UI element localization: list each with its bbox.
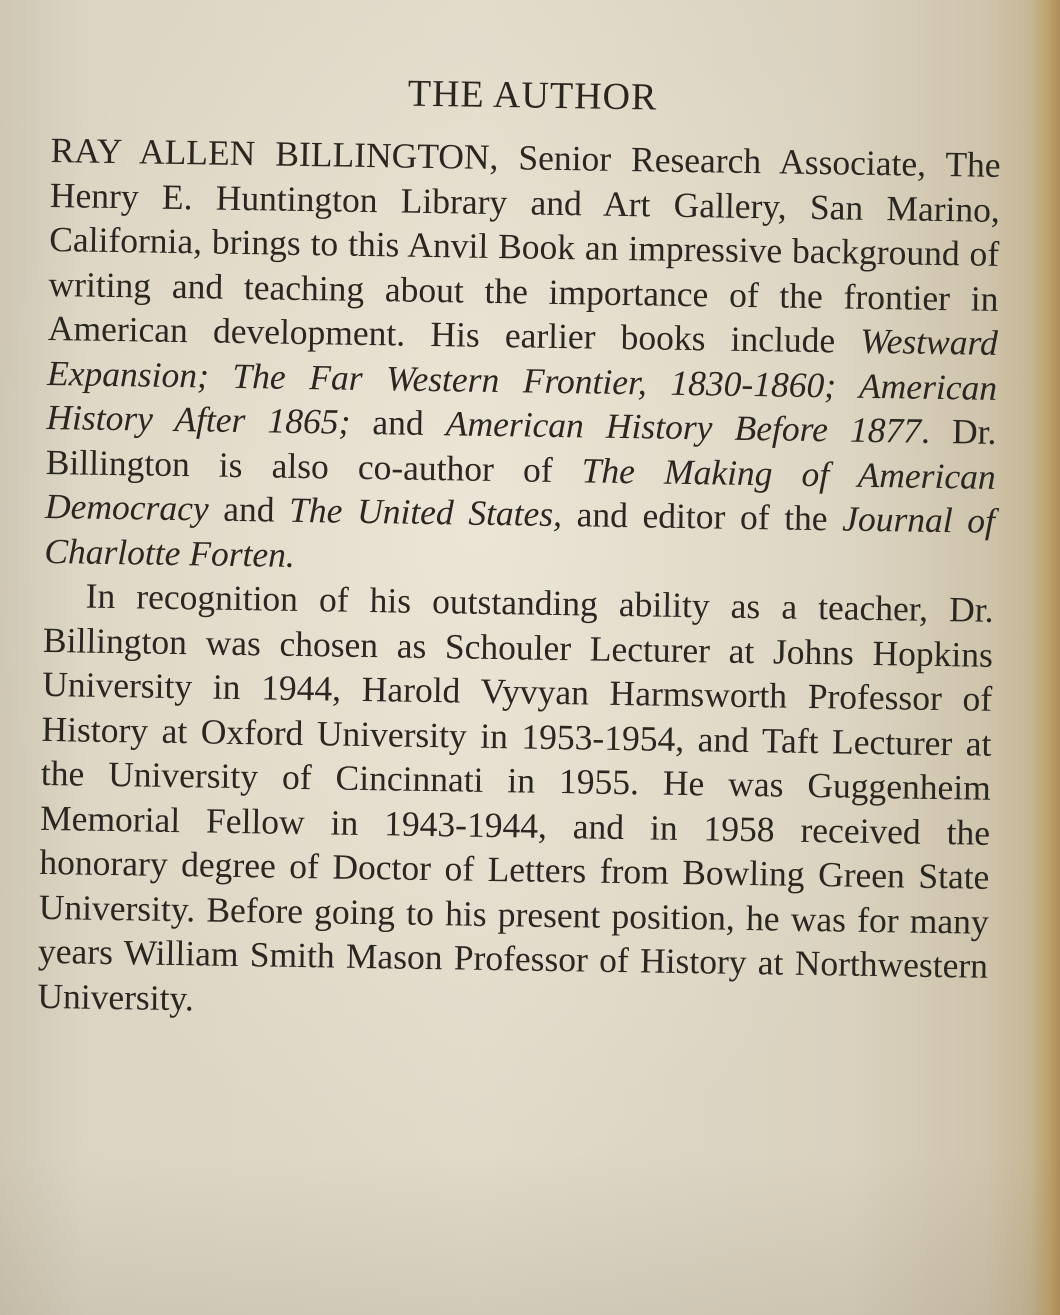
book-title: Journal of Charlotte Forten. [44,498,996,575]
section-heading: THE AUTHOR [407,72,658,119]
bio-text: and [208,488,290,530]
book-title: American History Before 1877 [445,403,922,451]
book-title: Westward Expansion; The Far Western Frontier, 1830-1860; American History After 1865; [46,320,999,442]
bio-text: and editor of the [561,494,843,539]
bio-paragraph-2 [37,573,994,1033]
book-title: The Making of American Democracy [44,449,996,529]
book-title: The United States, [288,489,563,535]
bio-text: , Senior Research Associate, The Henry E. Huntington Library and Art Gallery, San Marino, California, brings to this Anvil Book an impressive background of writing and teaching about the importance of the frontier in American development. His earlier books include [47,136,1001,361]
author-bio-section [37,66,1002,1033]
bio-text: In recognition of his outstanding ability as a teacher, Dr. Billington was chosen as Schouler Lecturer at Johns Hopkins University in 1944, Harold Vyvyan Harmsworth Professor of History at Oxford University in 1953-1954, and Taft Lecturer at the University of Cincinnati in 1955. He was Guggenheim Memorial Fellow in 1943-1944, and in 1958 received the honorary degree of Doctor of Letters from Bowling Green State University. Before going to his present position, he was for many years William Smith Mason Professor of History at Northwestern University. [37,575,994,1018]
bio-text: . Dr. Billington is also co-author of [45,410,997,490]
bio-text: and [350,401,447,444]
author-name: RAY ALLEN BILLINGTON [50,129,490,177]
bio-paragraph-1 [44,128,1001,588]
